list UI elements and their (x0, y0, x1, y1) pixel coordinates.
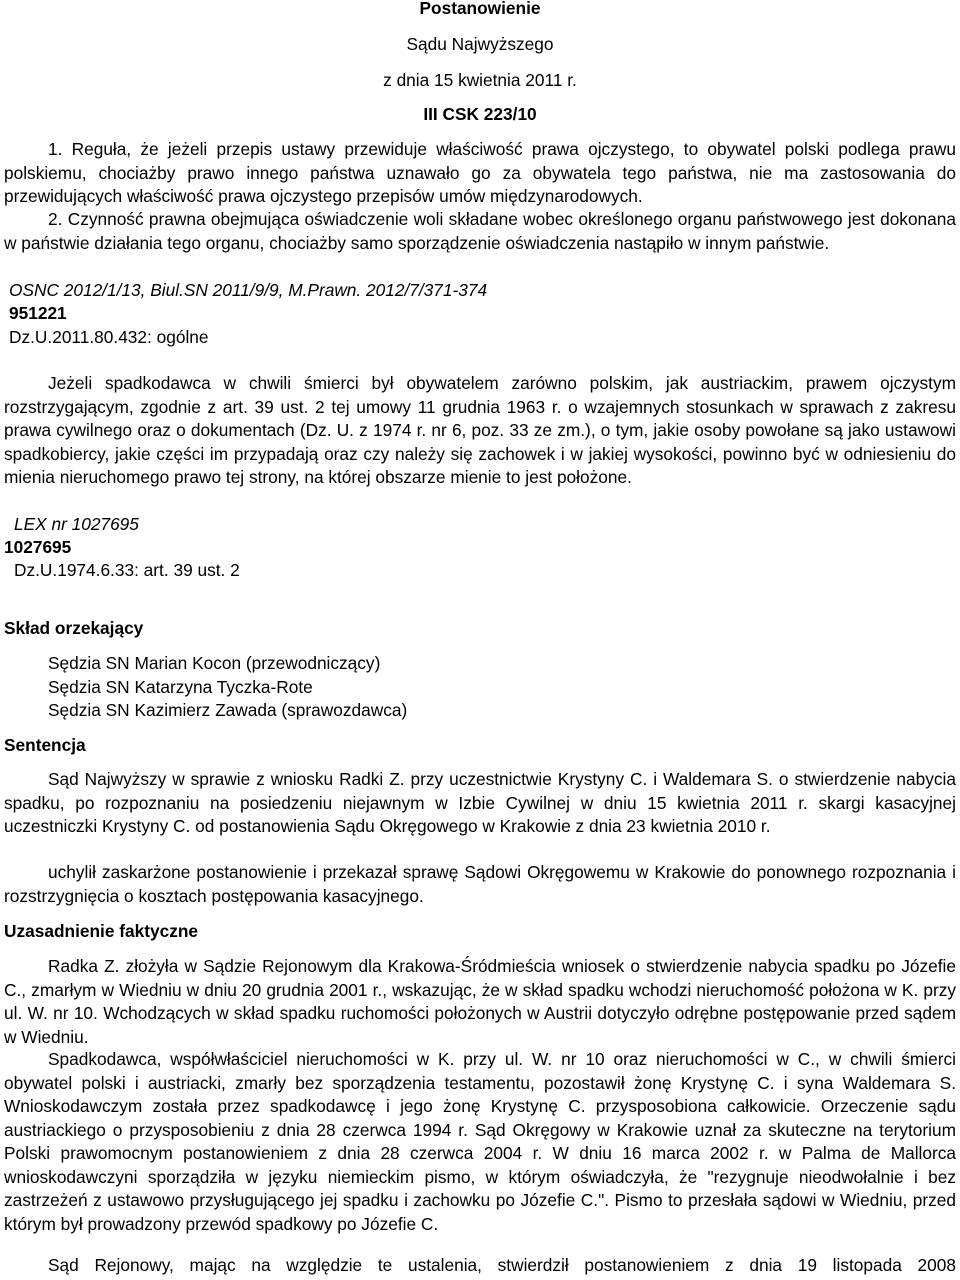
case-number: III CSK 223/10 (423, 104, 537, 124)
thesis-2-text: Jeżeli spadkodawca w chwili śmierci był obywatelem zarówno polskim, jak austriackim, prawem ojczystym rozstrzygającym, zgodnie z art. 39 ust. 2 tej umowy 11 grudnia 1963 r. o wzajemnych stosunkach w sprawach z zakresu prawa cywilnego oraz o dokumentach (Dz. U. z 1974 r. nr 6, poz. 33 ze zm.), o tym, jakie osoby powołane są jako ustawowi spadkobiercy, jakie części im przypadają oraz czy należy się zachowek i w jakiej wysokości, powinno być w odniesieniu do mienia nieruchomego prawo tej strony, na której obszarze mienie to jest położone. (4, 373, 956, 487)
thesis-id: 951221 (9, 303, 67, 323)
composition-heading: Skład orzekający (4, 618, 144, 638)
thesis-point-1: 1. Reguła, że jeżeli przepis ustawy przewiduje właściwość prawa ojczystego, to obywatel polski podlega prawu polskiemu, chociażby prawo innego państwa uznawało go za obywatela tego państwa, nie ma zastosowania do przewidujących właściwość prawa ojczystego przepisów umów międzynarodowych. (4, 139, 956, 206)
judge-3: Sędzia SN Kazimierz Zawada (sprawozdawca) (48, 700, 408, 720)
sentence-paragraph-1: Sąd Najwyższy w sprawie z wniosku Radki Z. przy uczestnictwie Krystyny C. i Waldemara S. o stwierdzenie nabycia spadku, po rozpoznaniu na posiedzeniu niejawnym w Izbie Cywilnej w dniu 15 kwietnia 2011 r. skargi kasacyjnej uczestniczki Krystyny C. od postanowienia Sądu Okręgowego w Krakowie z dnia 23 kwietnia 2010 r. (4, 769, 956, 836)
decision-date: z dnia 15 kwietnia 2011 r. (383, 70, 577, 90)
thesis-2-legal-basis: Dz.U.1974.6.33: art. 39 ust. 2 (14, 560, 240, 580)
sentence-paragraph-2: uchylił zaskarżone postanowienie i przekazał sprawę Sądowi Okręgowemu w Krakowie do ponownego rozpoznania i rozstrzygnięcia o kosztach postępowania kasacyjnego. (4, 862, 956, 906)
judge-1: Sędzia SN Marian Kocon (przewodniczący) (48, 653, 381, 673)
facts-paragraph-1: Radka Z. złożyła w Sądzie Rejonowym dla Krakowa-Śródmieścia wniosek o stwierdzenie nabycia spadku po Józefie C., zmarłym w Wiedniu w dniu 20 grudnia 2001 r., wskazując, że w skład spadku wchodzi nieruchomość położona w K. przy ul. W. nr 10. Wchodzących w skład spadku ruchomości położonych w Austrii dotyczyło odrębne postępowanie przed sądem w Wiedniu. (4, 956, 956, 1047)
document-title: Postanowienie (419, 0, 541, 18)
court-name: Sądu Najwyższego (406, 34, 554, 54)
thesis-2-id: 1027695 (4, 537, 72, 557)
lex-reference: LEX nr 1027695 (14, 514, 139, 534)
judge-2: Sędzia SN Katarzyna Tyczka-Rote (48, 677, 313, 697)
facts-paragraph-2: Spadkodawca, współwłaściciel nieruchomości w K. przy ul. W. nr 10 oraz nieruchomości w C., w chwili śmierci obywatel polski i austriacki, zmarły bez sporządzenia testamentu, pozostawił żonę Krystynę C. i syna Waldemara S. Wnioskodawczym została przez spadkodawcę i jego żonę Krystynę C. przysposobiona całkowicie. Orzeczenie sądu austriackiego o przysposobieniu z dnia 28 czerwca 1994 r. Sąd Okręgowy w Krakowie uznał za skuteczne na terytorium Polski prawomocnym postanowieniem z dnia 28 czerwca 2004 r. W dniu 16 marca 2002 r. w Palma de Mallorca wnioskodawczyni sporządziła w języku niemieckim pismo, w którym oświadczyła, że "rezygnuje nieodwołalnie i bez zastrzeżeń z ustawowo przysługującego jej spadku i zachowku po Józefie C.". Pismo to przesłała sądowi w Wiedniu, przed którym był prowadzony przewód spadkowy po Józefie C. (4, 1049, 956, 1234)
thesis-legal-basis: Dz.U.2011.80.432: ogólne (9, 327, 209, 347)
facts-heading: Uzasadnienie faktyczne (4, 921, 199, 941)
publication-source: OSNC 2012/1/13, Biul.SN 2011/9/9, M.Prawn. 2012/7/371-374 (9, 280, 488, 300)
sentence-heading: Sentencja (4, 735, 86, 755)
facts-paragraph-3: Sąd Rejonowy, mając na względzie te ustalenia, stwierdził postanowieniem z dnia 19 listopada 2008 (48, 1255, 956, 1275)
thesis-point-2: 2. Czynność prawna obejmująca oświadczenie woli składane wobec określonego organu państwowego jest dokonana w państwie działania tego organu, chociażby samo sporządzenie oświadczenia nastąpiło w innym państwie. (4, 209, 956, 253)
